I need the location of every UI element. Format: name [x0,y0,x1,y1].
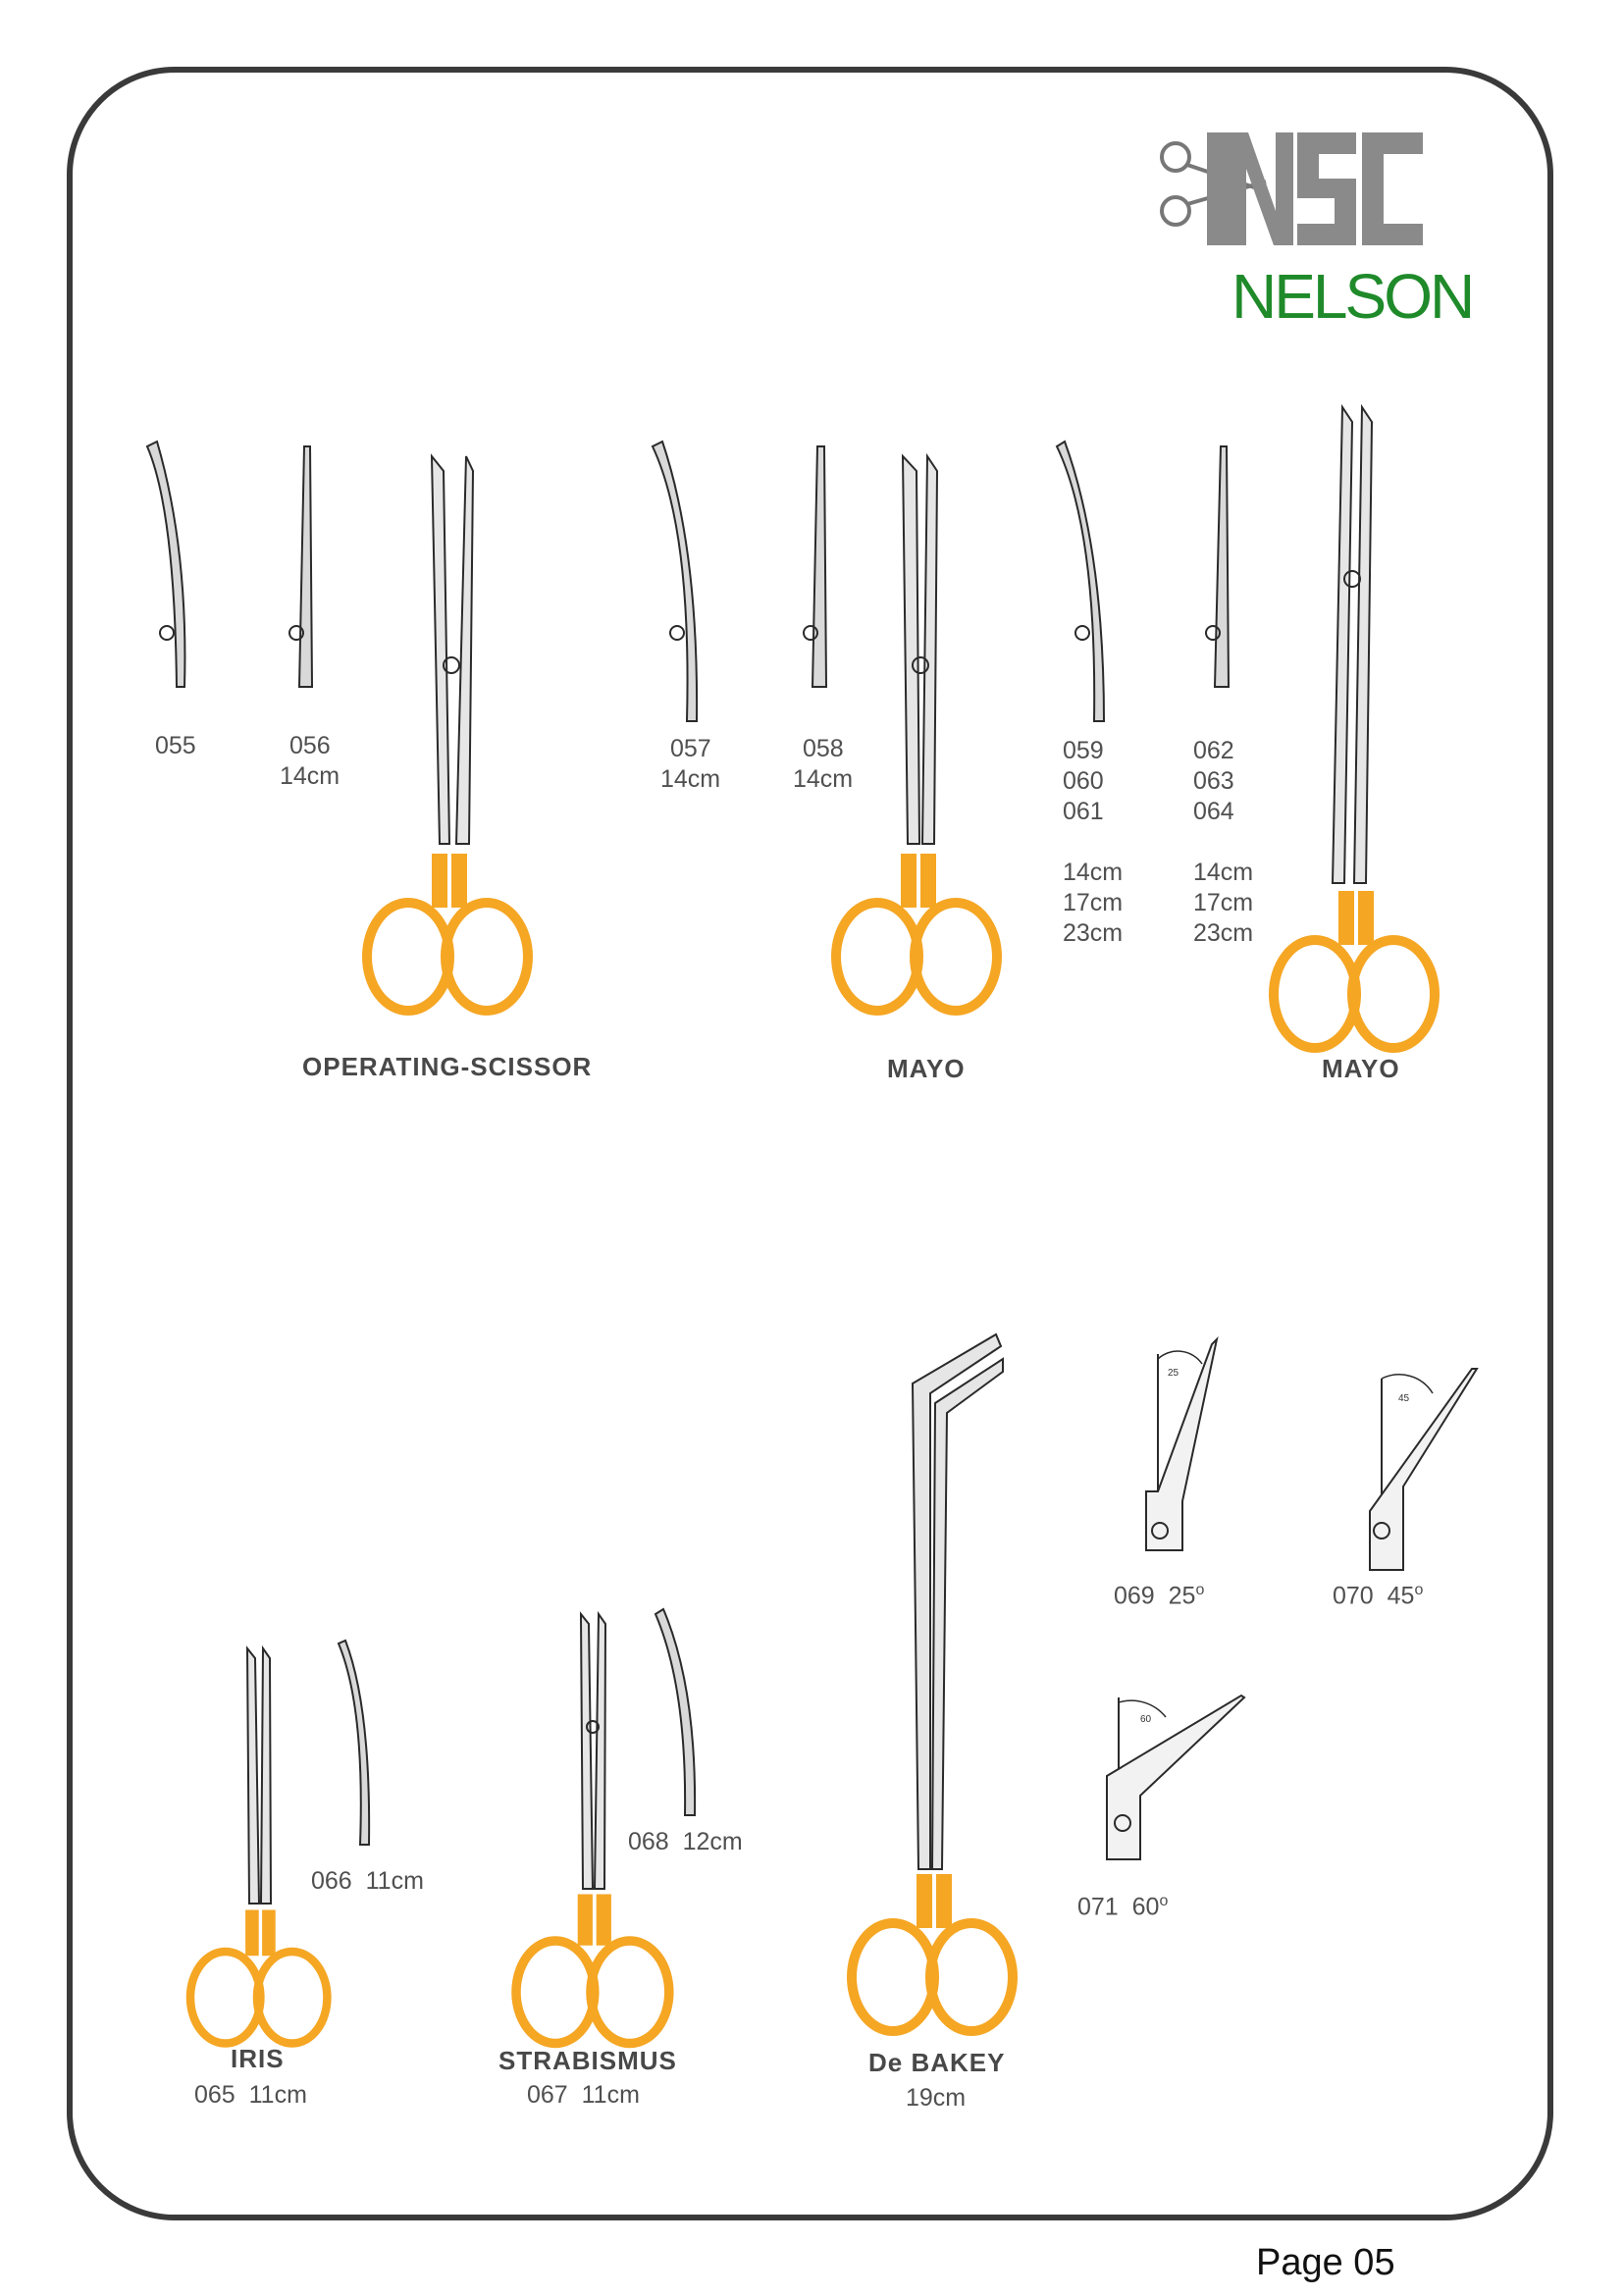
label-mayo-1: MAYO [887,1054,966,1083]
size-068: 12cm [682,1828,743,1855]
degree-symbol: o [1159,1893,1169,1909]
code-068: 068 [628,1828,669,1855]
blade-068 [655,1609,695,1815]
mayo-scissor-1 [836,456,997,1011]
blade-057 [653,442,697,721]
caption-068 [628,1827,743,1857]
label-strabismus: STRABISMUS [498,2046,677,2075]
angle-label-069: 25 [1168,1368,1179,1379]
mayo-scissor-2 [1274,407,1435,1048]
code-070: 070 [1333,1582,1374,1610]
code-063: 063 [1193,767,1234,795]
size-060: 17cm [1063,889,1124,916]
label-debakey: De BAKEY [868,2048,1006,2077]
degree-symbol: o [1414,1582,1424,1598]
code-064: 064 [1193,798,1234,825]
size-056: 14cm [280,762,341,790]
blade-059 [1057,442,1104,721]
code-058: 058 [803,735,844,762]
caption-iris [194,2080,307,2111]
size-065: 11cm [248,2081,307,2109]
angle-070: 45 [1387,1582,1415,1610]
code-066: 066 [311,1867,352,1895]
label-operating-scissor: OPERATING-SCISSOR [302,1052,593,1081]
angle-diagram-070 [1370,1369,1477,1570]
blade-066 [339,1641,369,1845]
code-059: 059 [1063,737,1104,764]
degree-symbol: o [1195,1582,1205,1598]
code-067: 067 [527,2081,568,2109]
blade-056 [289,446,312,687]
code-061: 061 [1063,798,1104,825]
code-062: 062 [1193,737,1234,764]
size-062: 14cm [1193,859,1254,886]
code-069: 069 [1114,1582,1155,1610]
size-057: 14cm [660,765,721,793]
caption-strabismus [527,2080,640,2111]
size-061: 23cm [1063,919,1124,947]
size-059: 14cm [1063,859,1124,886]
code-056: 056 [289,732,331,759]
angle-071: 60 [1131,1893,1160,1921]
angle-label-071: 60 [1140,1714,1152,1725]
caption-069 [1114,1575,1204,1611]
brand-name: NELSON [1231,261,1473,332]
code-057: 057 [670,735,711,762]
angle-label-070: 45 [1398,1393,1410,1404]
nsc-logo [1162,132,1423,245]
code-071: 071 [1077,1893,1119,1921]
nsc-logo-letters [1207,132,1423,245]
size-064: 23cm [1193,919,1254,947]
iris-scissor [190,1648,327,2044]
caption-066 [311,1866,424,1897]
blade-058 [804,446,826,687]
angle-diagram-069 [1146,1339,1217,1550]
operating-scissor [367,456,528,1011]
blade-055 [147,442,184,687]
label-iris: IRIS [231,2044,285,2073]
size-058: 14cm [793,765,854,793]
angle-069: 25 [1168,1582,1196,1610]
caption-071 [1077,1886,1168,1922]
code-060: 060 [1063,767,1104,795]
label-mayo-2: MAYO [1322,1054,1400,1083]
size-067: 11cm [581,2081,640,2109]
angle-diagram-071 [1107,1696,1244,1859]
blade-062 [1206,446,1229,687]
size-063: 17cm [1193,889,1254,916]
debakey-scissor [852,1334,1013,2031]
size-066: 11cm [365,1867,424,1895]
code-055: 055 [155,732,196,759]
caption-070 [1333,1575,1423,1611]
page-number: Page 05 [1256,2242,1395,2283]
code-065: 065 [194,2081,236,2109]
size-debakey: 19cm [906,2084,967,2112]
